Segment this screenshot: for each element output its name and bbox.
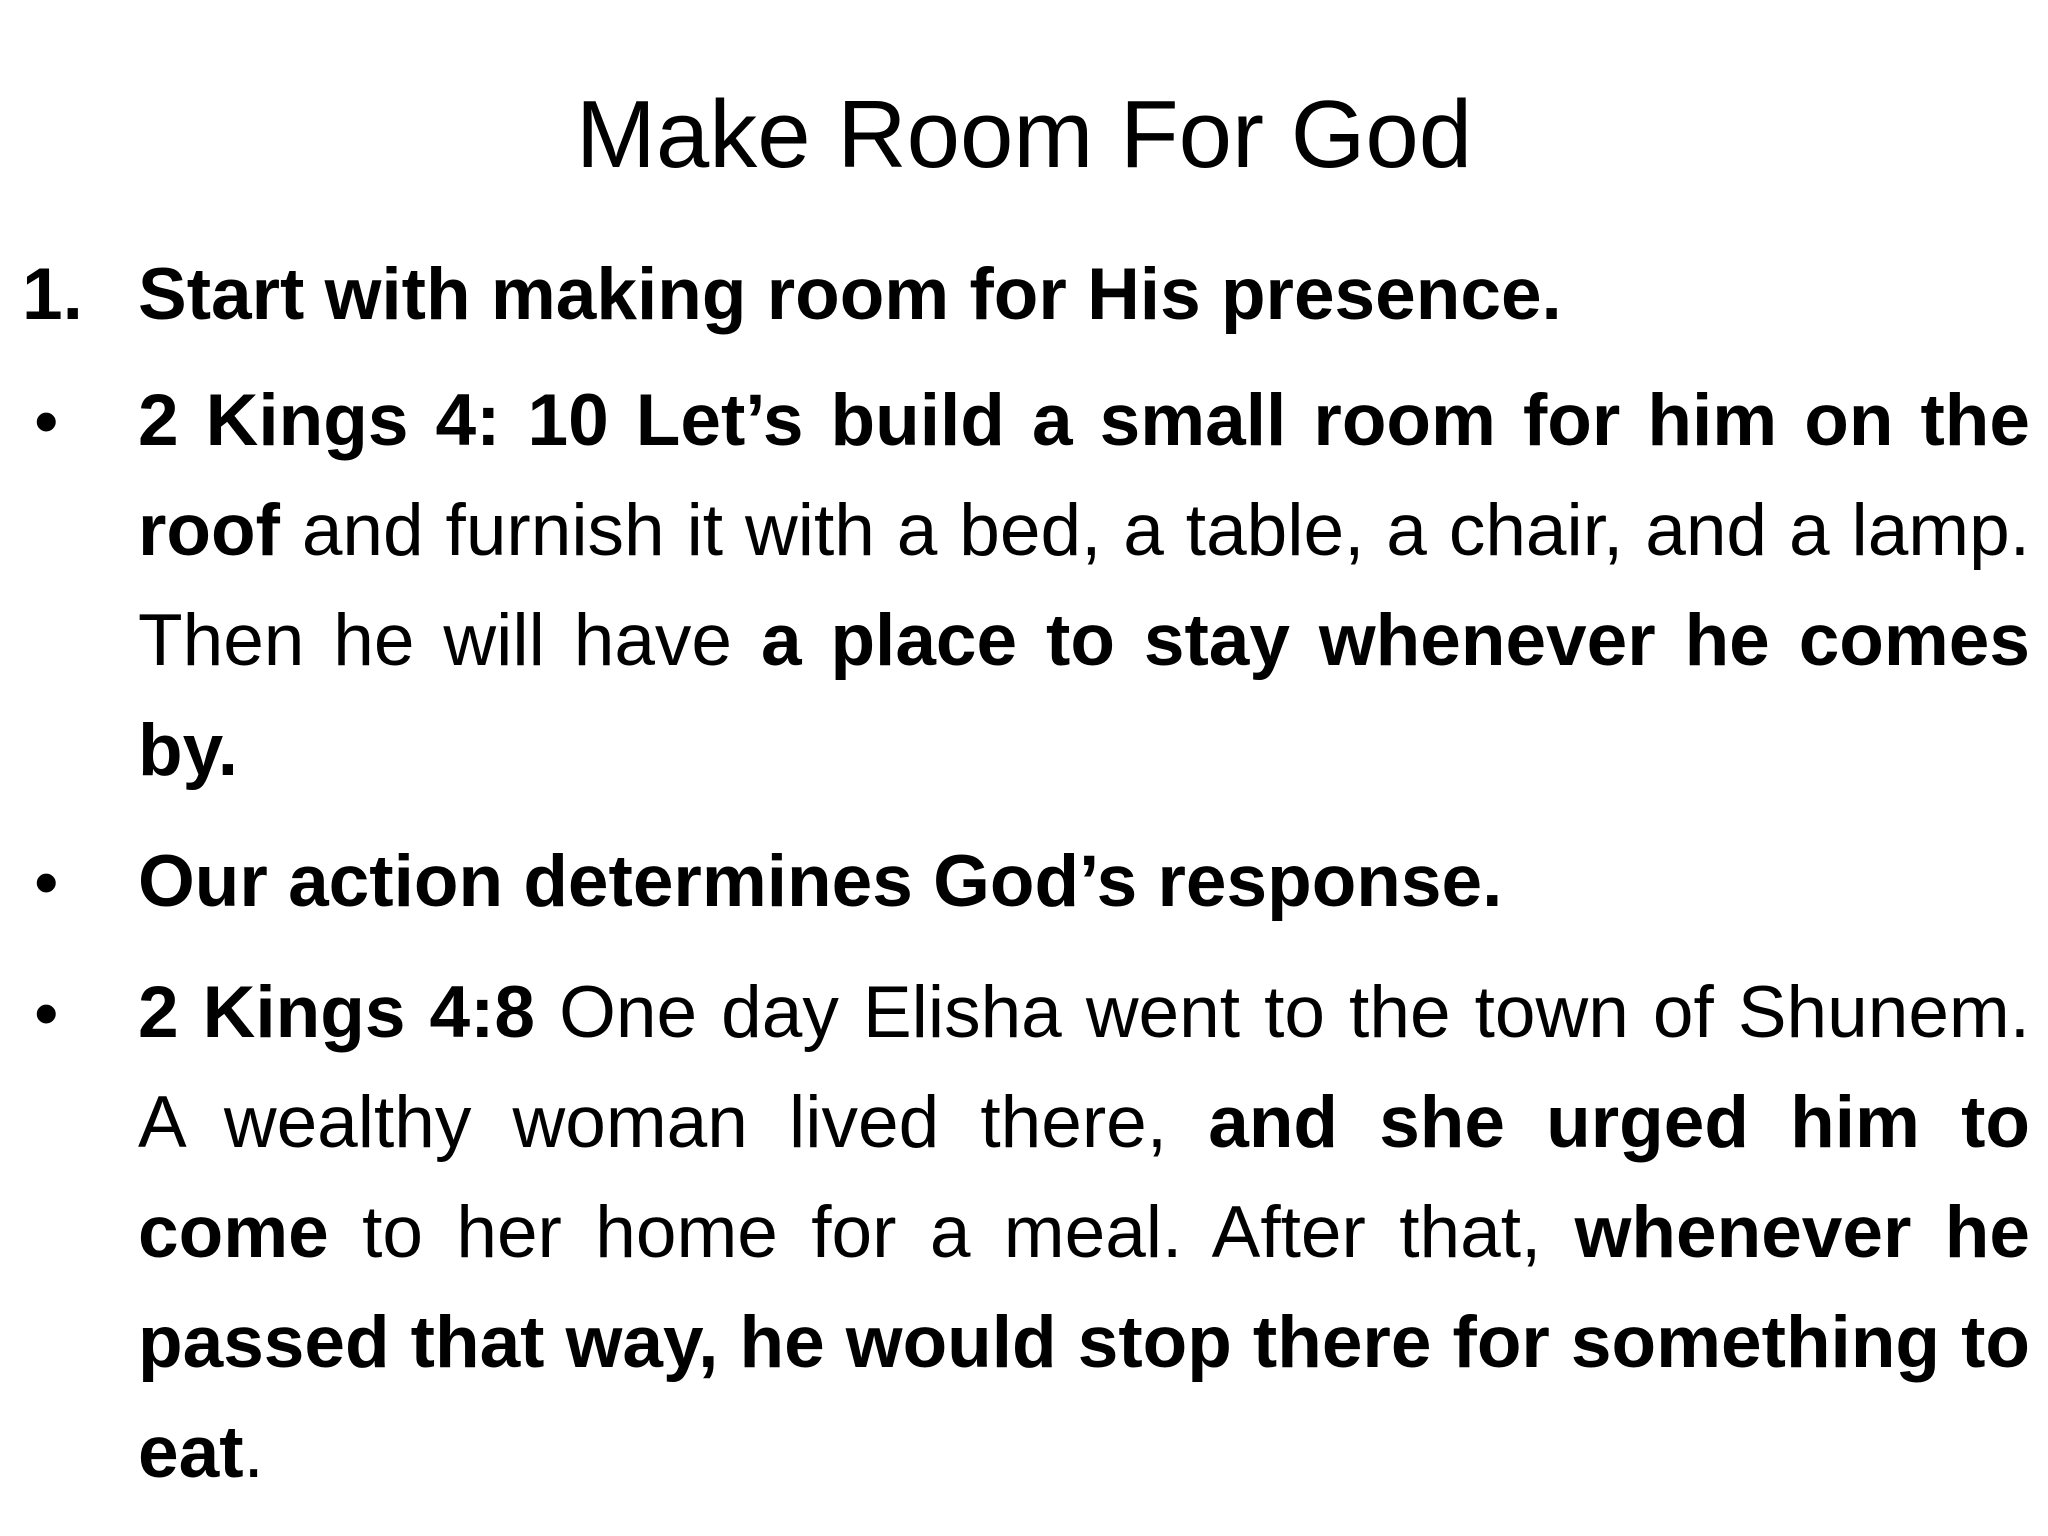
list-item-2-part-1: 2 Kings 4: 10 Let’s build a small room for him on the roof bbox=[138, 380, 2030, 571]
list-item-3-part-1: Our action determines God’s response. bbox=[138, 841, 1503, 922]
list-item-4-text bbox=[138, 958, 2030, 1508]
list-item-4-part-5: whenever he passed that way, he would stop there for something to eat bbox=[138, 1192, 2030, 1493]
list-item-2-part-2: and furnish it with a bed, a table, a chair, and a lamp. Then he will have bbox=[138, 490, 2030, 681]
bullet-icon: • bbox=[34, 382, 59, 460]
list-item-4-part-1: 2 Kings 4:8 bbox=[138, 972, 536, 1053]
list-item-4-part-3: and she urged him to come bbox=[138, 1082, 2031, 1273]
list-item-4-part-4: to her home for a meal. After that, bbox=[328, 1192, 1575, 1273]
list-item-4-part-2: One day Elisha went to the town of Shunem. A wealthy woman lived there, bbox=[138, 972, 2031, 1163]
list-item-3-text bbox=[138, 827, 2030, 937]
list-item-2-text bbox=[138, 366, 2030, 806]
list-item-1-text-bold: Start with making room for His presence. bbox=[138, 254, 1562, 335]
list-item-4-part-6: . bbox=[243, 1412, 264, 1493]
list-item-2-part-3: a place to stay whenever he comes by. bbox=[138, 600, 2030, 791]
list-number-1: 1. bbox=[22, 254, 83, 335]
bullet-icon: • bbox=[34, 843, 59, 921]
list-item-1-text bbox=[138, 240, 2030, 350]
bullet-icon: • bbox=[34, 974, 59, 1052]
slide-title: Make Room For God bbox=[575, 81, 1473, 188]
